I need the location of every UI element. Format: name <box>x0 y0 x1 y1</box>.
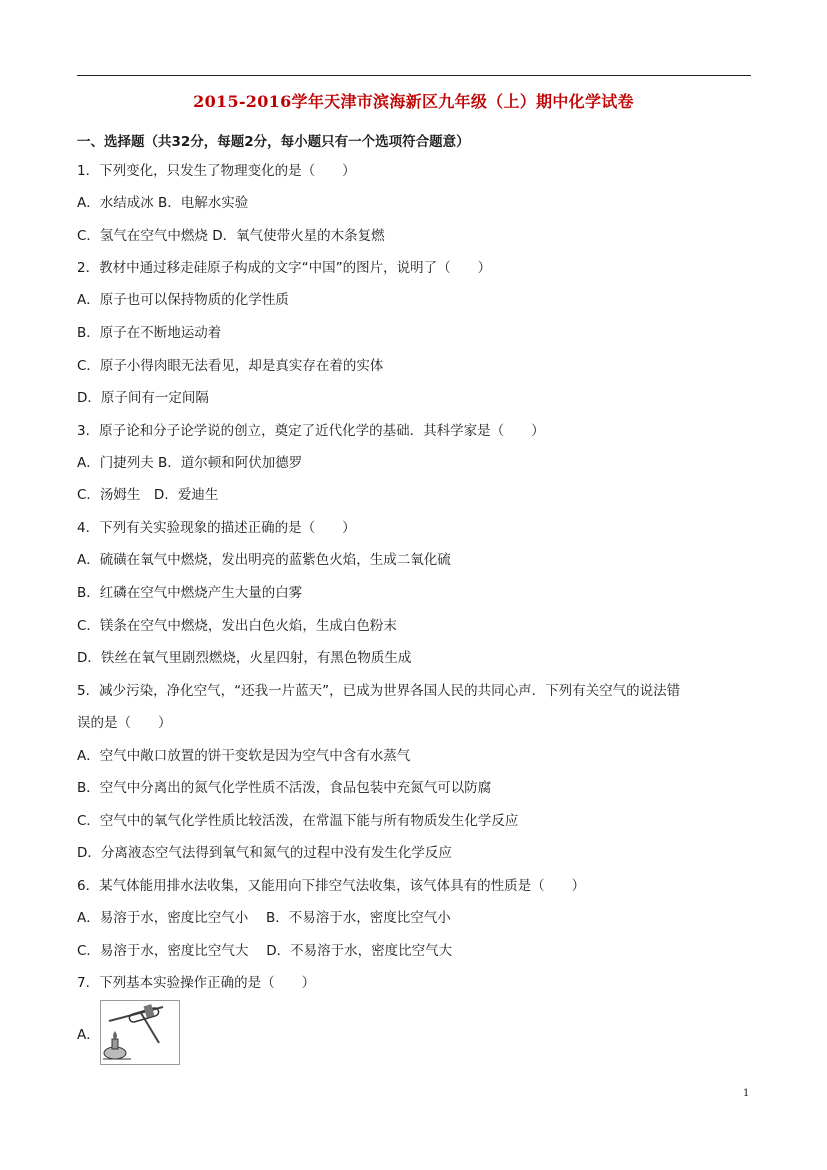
question-2-option-d: D．原子间有一定间隔 <box>77 390 209 406</box>
question-2-option-a: A．原子也可以保持物质的化学性质 <box>77 292 289 308</box>
question-4-option-d: D．铁丝在氧气里剧烈燃烧，火星四射，有黑色物质生成 <box>77 650 412 666</box>
question-2-option-c: C．原子小得肉眼无法看见，却是真实存在着的实体 <box>77 358 384 374</box>
question-5-option-b: B．空气中分离出的氮气化学性质不活泼，食品包装中充氮气可以防腐 <box>77 780 492 796</box>
question-5-option-c: C．空气中的氧气化学性质比较活泼，在常温下能与所有物质发生化学反应 <box>77 813 519 829</box>
exam-title: 2015-2016学年天津市滨海新区九年级（上）期中化学试卷 <box>193 92 634 111</box>
page-number: 1 <box>743 1088 750 1099</box>
question-1-stem: 1．下列变化，只发生了物理变化的是（ ） <box>77 163 356 179</box>
lab-apparatus-illustration <box>101 1001 179 1064</box>
question-5-option-d: D．分离液态空气法得到氧气和氮气的过程中没有发生化学反应 <box>77 845 452 861</box>
question-3-option-line: A．门捷列夫 B．道尔顿和阿伏加德罗 <box>77 455 303 471</box>
question-3-option-line: C．汤姆生 D．爱迪生 <box>77 487 219 503</box>
question-4-option-a: A．硫磺在氧气中燃烧，发出明亮的蓝紫色火焰，生成二氧化硫 <box>77 552 451 568</box>
question-6-option-line: C．易溶于水，密度比空气大 D．不易溶于水，密度比空气大 <box>77 943 453 959</box>
section-heading: 一、选择题（共32分，每题2分，每小题只有一个选项符合题意） <box>77 134 470 150</box>
question-5-stem-continued: 误的是（ ） <box>77 715 172 731</box>
question-1-option-line: A．水结成冰 B．电解水实验 <box>77 195 249 211</box>
question-4-stem: 4．下列有关实验现象的描述正确的是（ ） <box>77 520 356 536</box>
question-6-option-line: A．易溶于水，密度比空气小 B．不易溶于水，密度比空气小 <box>77 910 451 926</box>
question-7-stem: 7．下列基本实验操作正确的是（ ） <box>77 975 316 991</box>
question-7-option-a-label: A． <box>77 1027 100 1043</box>
question-2-option-b: B．原子在不断地运动着 <box>77 325 222 341</box>
header-rule <box>77 75 751 76</box>
question-3-stem: 3．原子论和分子论学说的创立，奠定了近代化学的基础．其科学家是（ ） <box>77 423 545 439</box>
question-4-option-c: C．镁条在空气中燃烧，发出白色火焰，生成白色粉末 <box>77 618 397 634</box>
question-6-stem: 6．某气体能用排水法收集，又能用向下排空气法收集，该气体具有的性质是（ ） <box>77 878 586 894</box>
question-5-stem: 5．减少污染，净化空气，“还我一片蓝天”，已成为世界各国人民的共同心声．下列有关空气的说法错 <box>77 683 681 699</box>
question-4-option-b: B．红磷在空气中燃烧产生大量的白雾 <box>77 585 303 601</box>
question-2-stem: 2．教材中通过移走硅原子构成的文字“中国”的图片，说明了（ ） <box>77 260 492 276</box>
alcohol-lamp-heating-figure <box>100 1000 180 1065</box>
question-5-option-a: A．空气中敞口放置的饼干变软是因为空气中含有水蒸气 <box>77 748 411 764</box>
question-1-option-line: C．氢气在空气中燃烧 D．氧气使带火星的木条复燃 <box>77 228 385 244</box>
